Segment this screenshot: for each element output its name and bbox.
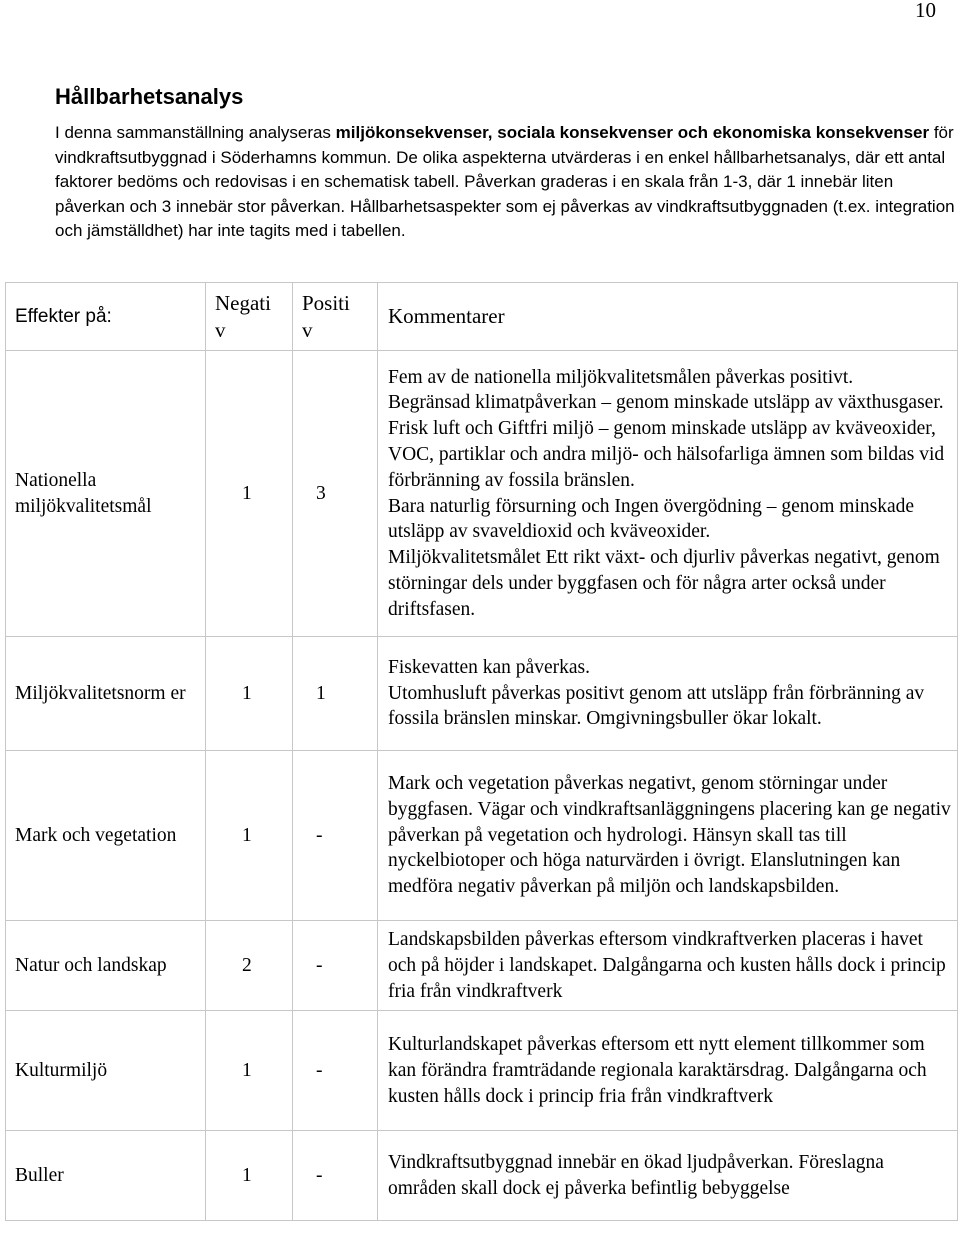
header-positive: [293, 283, 378, 351]
positive-value: -: [293, 1131, 378, 1221]
negative-value: 1: [206, 751, 293, 921]
page-number: 10: [915, 0, 936, 22]
negative-value: 1: [206, 351, 293, 637]
header-comments: Kommentarer: [378, 283, 958, 351]
table-row: [6, 637, 958, 751]
header-negative: [206, 283, 293, 351]
header-positive-label: Positi v: [302, 290, 350, 342]
comment-cell: [378, 1131, 958, 1221]
positive-value: 1: [293, 637, 378, 751]
effect-cell: Miljökvalitetsnorm er: [6, 637, 206, 751]
effects-table: [5, 282, 958, 1221]
table-body: [6, 351, 958, 1221]
intro-text-2: för vindkraftsutbyggnad i Söderhamns kommun. De olika aspekterna utvärderas i en enkel hållbarhetsanalys, där ett antal faktorer bedöms och redovisas i en schematisk tabell. Påverkan graderas i en skala från 1-3, där 1 innebär liten påverkan och 3 innebär stor påverkan. Hållbarhetsaspekter som ej påverkas av vindkraftsutbyggnaden (t.ex. integration och jämställdhet) har inte tagits med i tabellen.: [55, 123, 955, 240]
comment-line: Kulturlandskapet påverkas eftersom ett nytt element tillkommer som kan förändra framträdande regionala karaktärsdrag. Dalgångarna och kusten hålls dock i princip fria från vindkraftverk: [388, 1034, 927, 1107]
comment-line: Bara naturlig försurning och Ingen övergödning – genom minskade utsläpp av svaveldioxid och kväveoxider.: [388, 495, 915, 543]
effect-cell: Natur och landskap: [6, 921, 206, 1011]
negative-value: 1: [206, 637, 293, 751]
page-title: Hållbarhetsanalys: [55, 84, 244, 109]
table-row: [6, 351, 958, 637]
comment-line: Miljökvalitetsmålet Ett rikt växt- och djurliv påverkas negativt, genom störningar dels under byggfasen och för några arter också under driftsfasen.: [388, 547, 940, 620]
header-effects: Effekter på:: [6, 283, 206, 351]
negative-value: 1: [206, 1011, 293, 1131]
positive-value: -: [293, 1011, 378, 1131]
comment-line: Mark och vegetation påverkas negativt, genom störningar under byggfasen. Vägar och vindkraftsanläggningens placering kan ge negativ påverkan på vegetation och hydrologi. Hänsyn skall tas till nyckelbiotoper och höga naturvärden i övrigt. Elanslutningen kan medföra negativ påverkan på miljön och landskapsbilden.: [388, 773, 951, 898]
positive-value: 3: [293, 351, 378, 637]
table-row: [6, 1011, 958, 1131]
comment-cell: [378, 351, 958, 637]
comment-line: Utomhusluft påverkas positivt genom att utsläpp från förbränning av fossila bränslen minskar. Omgivningsbuller ökar lokalt.: [388, 682, 925, 730]
comment-line: Landskapsbilden påverkas eftersom vindkraftverken placeras i havet och på höjder i landskapet. Dalgångarna och kusten hålls dock i princip fria från vindkraftverk: [388, 929, 946, 1002]
intro-paragraph: [55, 121, 955, 244]
table-row: [6, 1131, 958, 1221]
table-header-row: [6, 283, 958, 351]
positive-value: -: [293, 751, 378, 921]
comment-line: Fem av de nationella miljökvalitetsmålen påverkas positivt.: [388, 366, 854, 388]
effect-cell: Kulturmiljö: [6, 1011, 206, 1131]
effect-cell: Buller: [6, 1131, 206, 1221]
header-negative-label: Negati v: [215, 290, 271, 342]
comment-cell: [378, 1011, 958, 1131]
comment-cell: [378, 921, 958, 1011]
effect-cell: Nationella miljökvalitetsmål: [6, 351, 206, 637]
comment-cell: [378, 637, 958, 751]
comment-line: Frisk luft och Giftfri miljö – genom minskade utsläpp av kväveoxider, VOC, partiklar och andra miljö- och hälsofarliga ämnen som bildas vid förbränning av fossila bränslen.: [388, 418, 945, 491]
effect-cell: Mark och vegetation: [6, 751, 206, 921]
comment-line: Vindkraftsutbyggnad innebär en ökad ljudpåverkan. Föreslagna områden skall dock ej påverka befintlig bebyggelse: [388, 1152, 884, 1199]
negative-value: 2: [206, 921, 293, 1011]
comment-line: Begränsad klimatpåverkan – genom minskade utsläpp av växthusgaser.: [388, 392, 944, 414]
negative-value: 1: [206, 1131, 293, 1221]
intro-text-1: I denna sammanställning analyseras: [55, 123, 336, 142]
table-row: [6, 921, 958, 1011]
comment-cell: [378, 751, 958, 921]
intro-bold-text: miljökonsekvenser, sociala konsekvenser och ekonomiska konsekvenser: [335, 123, 930, 142]
comment-line: Fiskevatten kan påverkas.: [388, 656, 590, 678]
table-row: [6, 751, 958, 921]
positive-value: -: [293, 921, 378, 1011]
